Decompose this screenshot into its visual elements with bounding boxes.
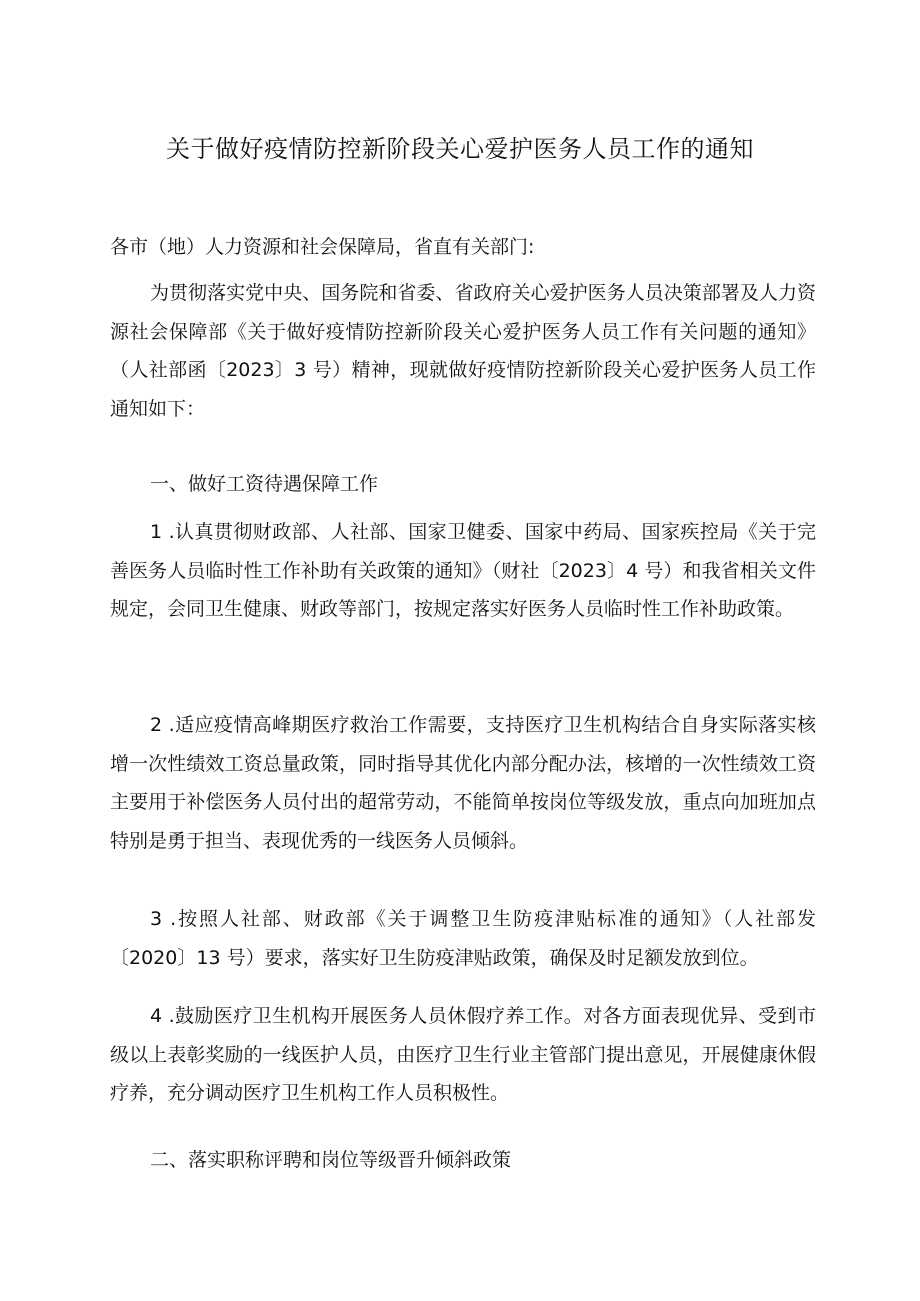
- paragraph-item-1: 1 .认真贯彻财政部、人社部、国家卫健委、国家中药局、国家疾控局《关于完善医务人员临时性工作补助有关政策的通知》（财社〔2023〕4 号）和我省相关文件规定，会同卫生健康、财政等部门，按规定落实好医务人员临时性工作补助政策。: [110, 521, 816, 620]
- salutation: 各市（地）人力资源和社会保障局，省直有关部门:: [110, 236, 535, 258]
- document-title: 关于做好疫情防控新阶段关心爱护医务人员工作的通知: [166, 135, 754, 163]
- paragraph-intro: 为贯彻落实党中央、国务院和省委、省政府关心爱护医务人员决策部署及人力资源社会保障部《关于做好疫情防控新阶段关心爱护医务人员工作有关问题的通知》（人社部函〔2023〕3 号）精神，现就做好疫情防控新阶段关心爱护医务人员工作通知如下：: [110, 282, 816, 420]
- paragraph-item-2: 2 .适应疫情高峰期医疗救治工作需要，支持医疗卫生机构结合自身实际落实核增一次性绩效工资总量政策，同时指导其优化内部分配办法，核增的一次性绩效工资主要用于补偿医务人员付出的超常劳动，不能简单按岗位等级发放，重点向加班加点特别是勇于担当、表现优秀的一线医务人员倾斜。: [110, 714, 816, 852]
- section-heading-1: 一、做好工资待遇保障工作: [150, 473, 379, 495]
- paragraph-item-4: 4 .鼓励医疗卫生机构开展医务人员休假疗养工作。对各方面表现优异、受到市级以上表彰奖励的一线医护人员，由医疗卫生行业主管部门提出意见，开展健康休假疗养，充分调动医疗卫生机构工作人员积极性。: [110, 1005, 816, 1104]
- paragraph-item-3: 3 .按照人社部、财政部《关于调整卫生防疫津贴标准的通知》（人社部发〔2020〕13 号）要求，落实好卫生防疫津贴政策，确保及时足额发放到位。: [110, 908, 816, 969]
- section-heading-2: 二、落实职称评聘和岗位等级晋升倾斜政策: [150, 1149, 512, 1171]
